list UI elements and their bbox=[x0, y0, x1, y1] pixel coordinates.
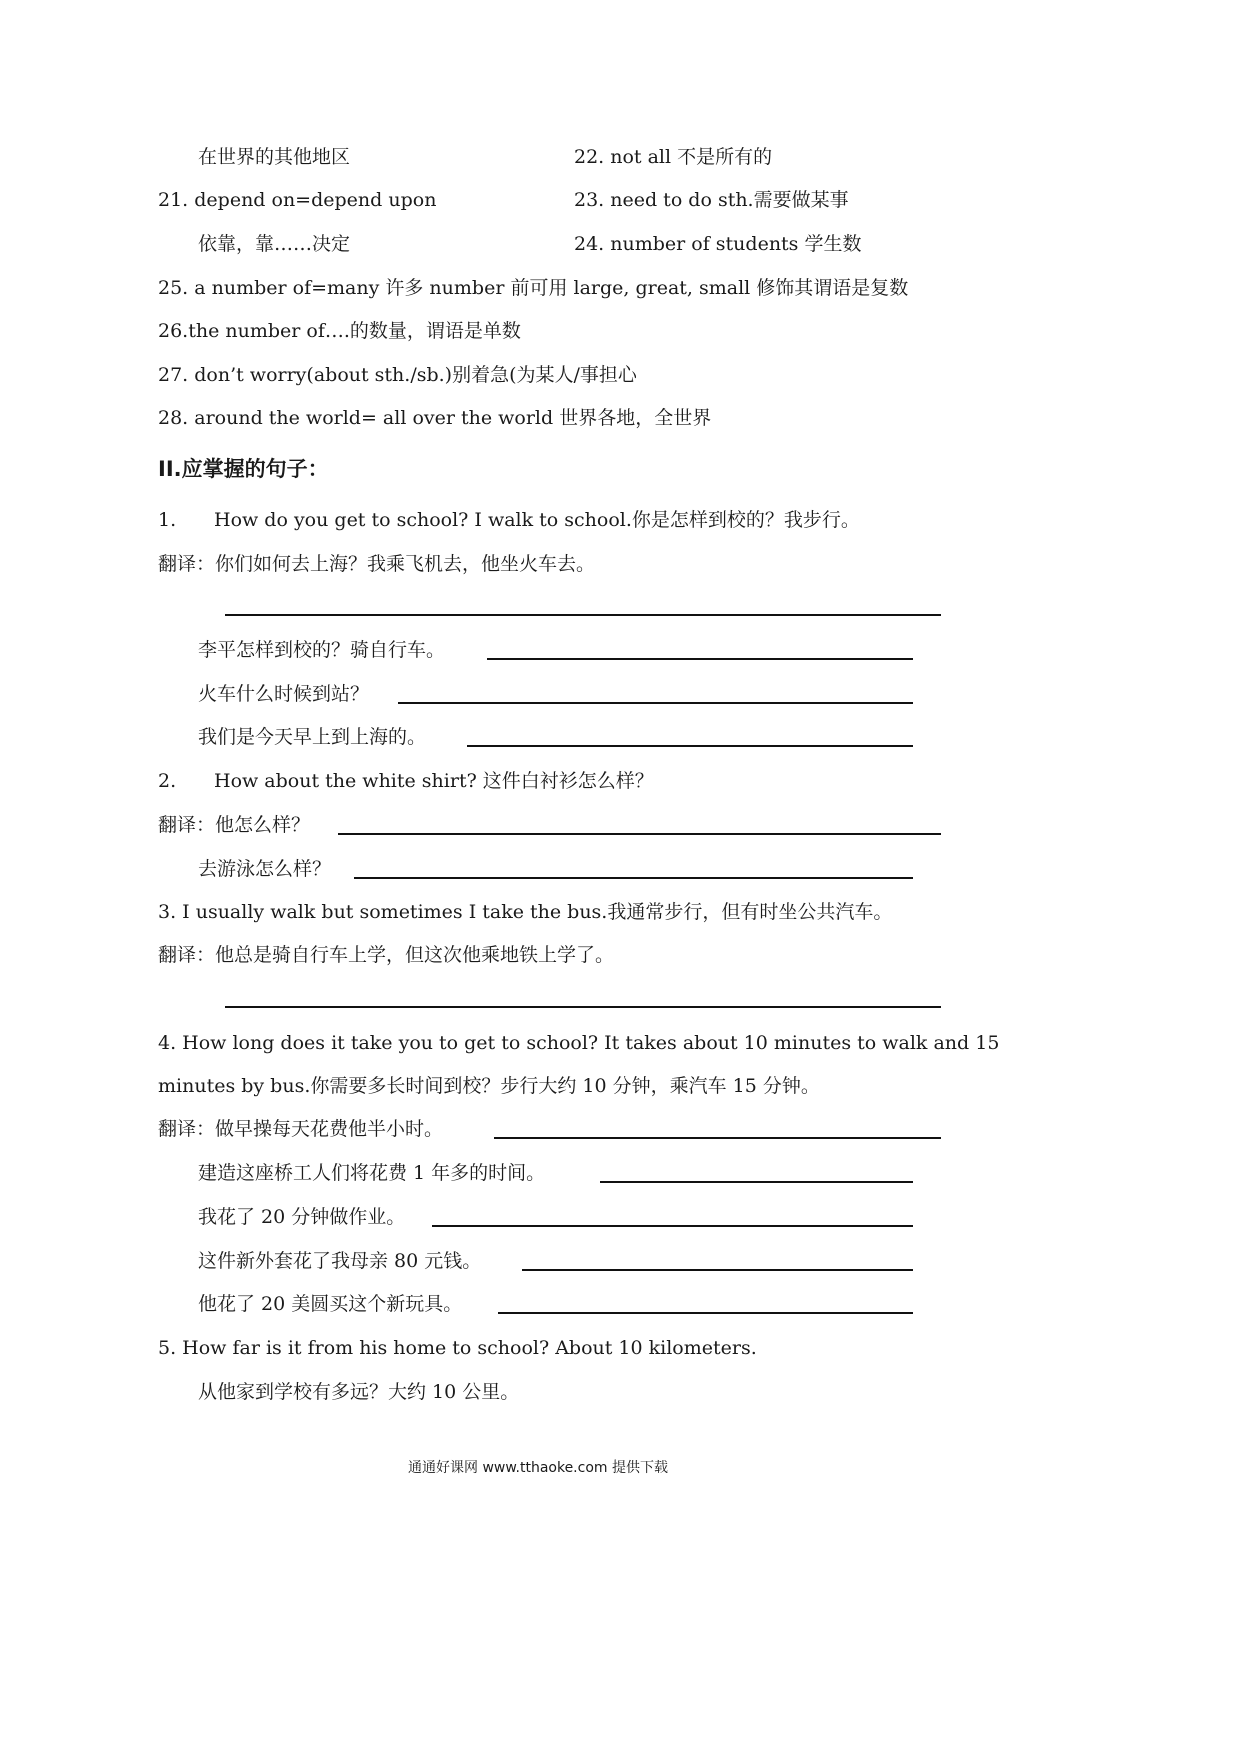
sentence-2-number: 2. bbox=[158, 770, 177, 792]
vocab-line-4: 25. a number of=many 许多 number 前可用 large, great, small 修饰其谓语是复数 bbox=[158, 277, 909, 299]
sentence-4-translate-1: 翻译：做早操每天花费他半小时。 bbox=[158, 1118, 444, 1140]
sentence-3-text: 3. I usually walk but sometimes I take the bus.我通常步行，但有时坐公共汽车。 bbox=[158, 901, 893, 923]
sentence-2-text: How about the white shirt? 这件白衬衫怎么样？ bbox=[214, 770, 654, 792]
answer-line-8[interactable] bbox=[494, 1137, 941, 1139]
vocab-line-7: 28. around the world= all over the world 世界各地，全世界 bbox=[158, 407, 712, 429]
answer-line-10[interactable] bbox=[432, 1225, 913, 1227]
sentence-4-translate-4: 这件新外套花了我母亲 80 元钱。 bbox=[198, 1250, 482, 1272]
answer-line-1[interactable] bbox=[225, 614, 941, 616]
section-heading: II.应掌握的句子： bbox=[158, 457, 329, 481]
answer-line-5[interactable] bbox=[338, 833, 941, 835]
sentence-2-translate-2: 去游泳怎么样？ bbox=[198, 858, 332, 880]
page-footer: 通通好课网 www.tthaoke.com 提供下载 bbox=[408, 1460, 668, 1476]
sentence-1-translate-3: 火车什么时候到站？ bbox=[198, 683, 370, 705]
answer-line-12[interactable] bbox=[498, 1312, 913, 1314]
sentence-5-text: 5. How far is it from his home to school? About 10 kilometers. bbox=[158, 1337, 757, 1359]
sentence-4-translate-3: 我花了 20 分钟做作业。 bbox=[198, 1206, 406, 1228]
sentence-1-text: How do you get to school? I walk to school.你是怎样到校的？我步行。 bbox=[214, 509, 860, 531]
sentence-1-number: 1. bbox=[158, 509, 177, 531]
vocab-line-3-left: 依靠，靠……决定 bbox=[198, 233, 351, 255]
sentence-1-translate-2: 李平怎样到校的？骑自行车。 bbox=[198, 639, 446, 661]
sentence-5-translate-1: 从他家到学校有多远？大约 10 公里。 bbox=[198, 1381, 520, 1403]
answer-line-2[interactable] bbox=[487, 658, 913, 660]
vocab-line-3-right: 24. number of students 学生数 bbox=[574, 233, 862, 255]
sentence-4-text-2: minutes by bus.你需要多长时间到校？步行大约 10 分钟，乘汽车 15 分钟。 bbox=[158, 1075, 820, 1097]
sentence-1-translate-4: 我们是今天早上到上海的。 bbox=[198, 726, 427, 748]
sentence-3-translate-1: 翻译：他总是骑自行车上学，但这次他乘地铁上学了。 bbox=[158, 944, 615, 966]
answer-line-9[interactable] bbox=[600, 1181, 913, 1183]
sentence-2-translate-1: 翻译：他怎么样？ bbox=[158, 814, 311, 836]
vocab-line-1-right: 22. not all 不是所有的 bbox=[574, 146, 773, 168]
answer-line-3[interactable] bbox=[398, 702, 913, 704]
answer-line-6[interactable] bbox=[354, 877, 913, 879]
sentence-1-translate-1: 翻译：你们如何去上海？我乘飞机去，他坐火车去。 bbox=[158, 553, 596, 575]
vocab-line-2-right: 23. need to do sth.需要做某事 bbox=[574, 189, 849, 211]
sentence-4-text-1: 4. How long does it take you to get to school? It takes about 10 minutes to walk and 15 bbox=[158, 1032, 1000, 1054]
vocab-line-1-left: 在世界的其他地区 bbox=[198, 146, 351, 168]
vocab-line-2-left: 21. depend on=depend upon bbox=[158, 189, 437, 211]
vocab-line-6: 27. don’t worry(about sth./sb.)别着急(为某人/事担心 bbox=[158, 364, 637, 386]
sentence-4-translate-5: 他花了 20 美圆买这个新玩具。 bbox=[198, 1293, 463, 1315]
answer-line-11[interactable] bbox=[522, 1269, 913, 1271]
answer-line-4[interactable] bbox=[467, 745, 913, 747]
sentence-4-translate-2: 建造这座桥工人们将花费 1 年多的时间。 bbox=[198, 1162, 546, 1184]
answer-line-7[interactable] bbox=[225, 1006, 941, 1008]
vocab-line-5: 26.the number of….的数量，谓语是单数 bbox=[158, 320, 521, 342]
